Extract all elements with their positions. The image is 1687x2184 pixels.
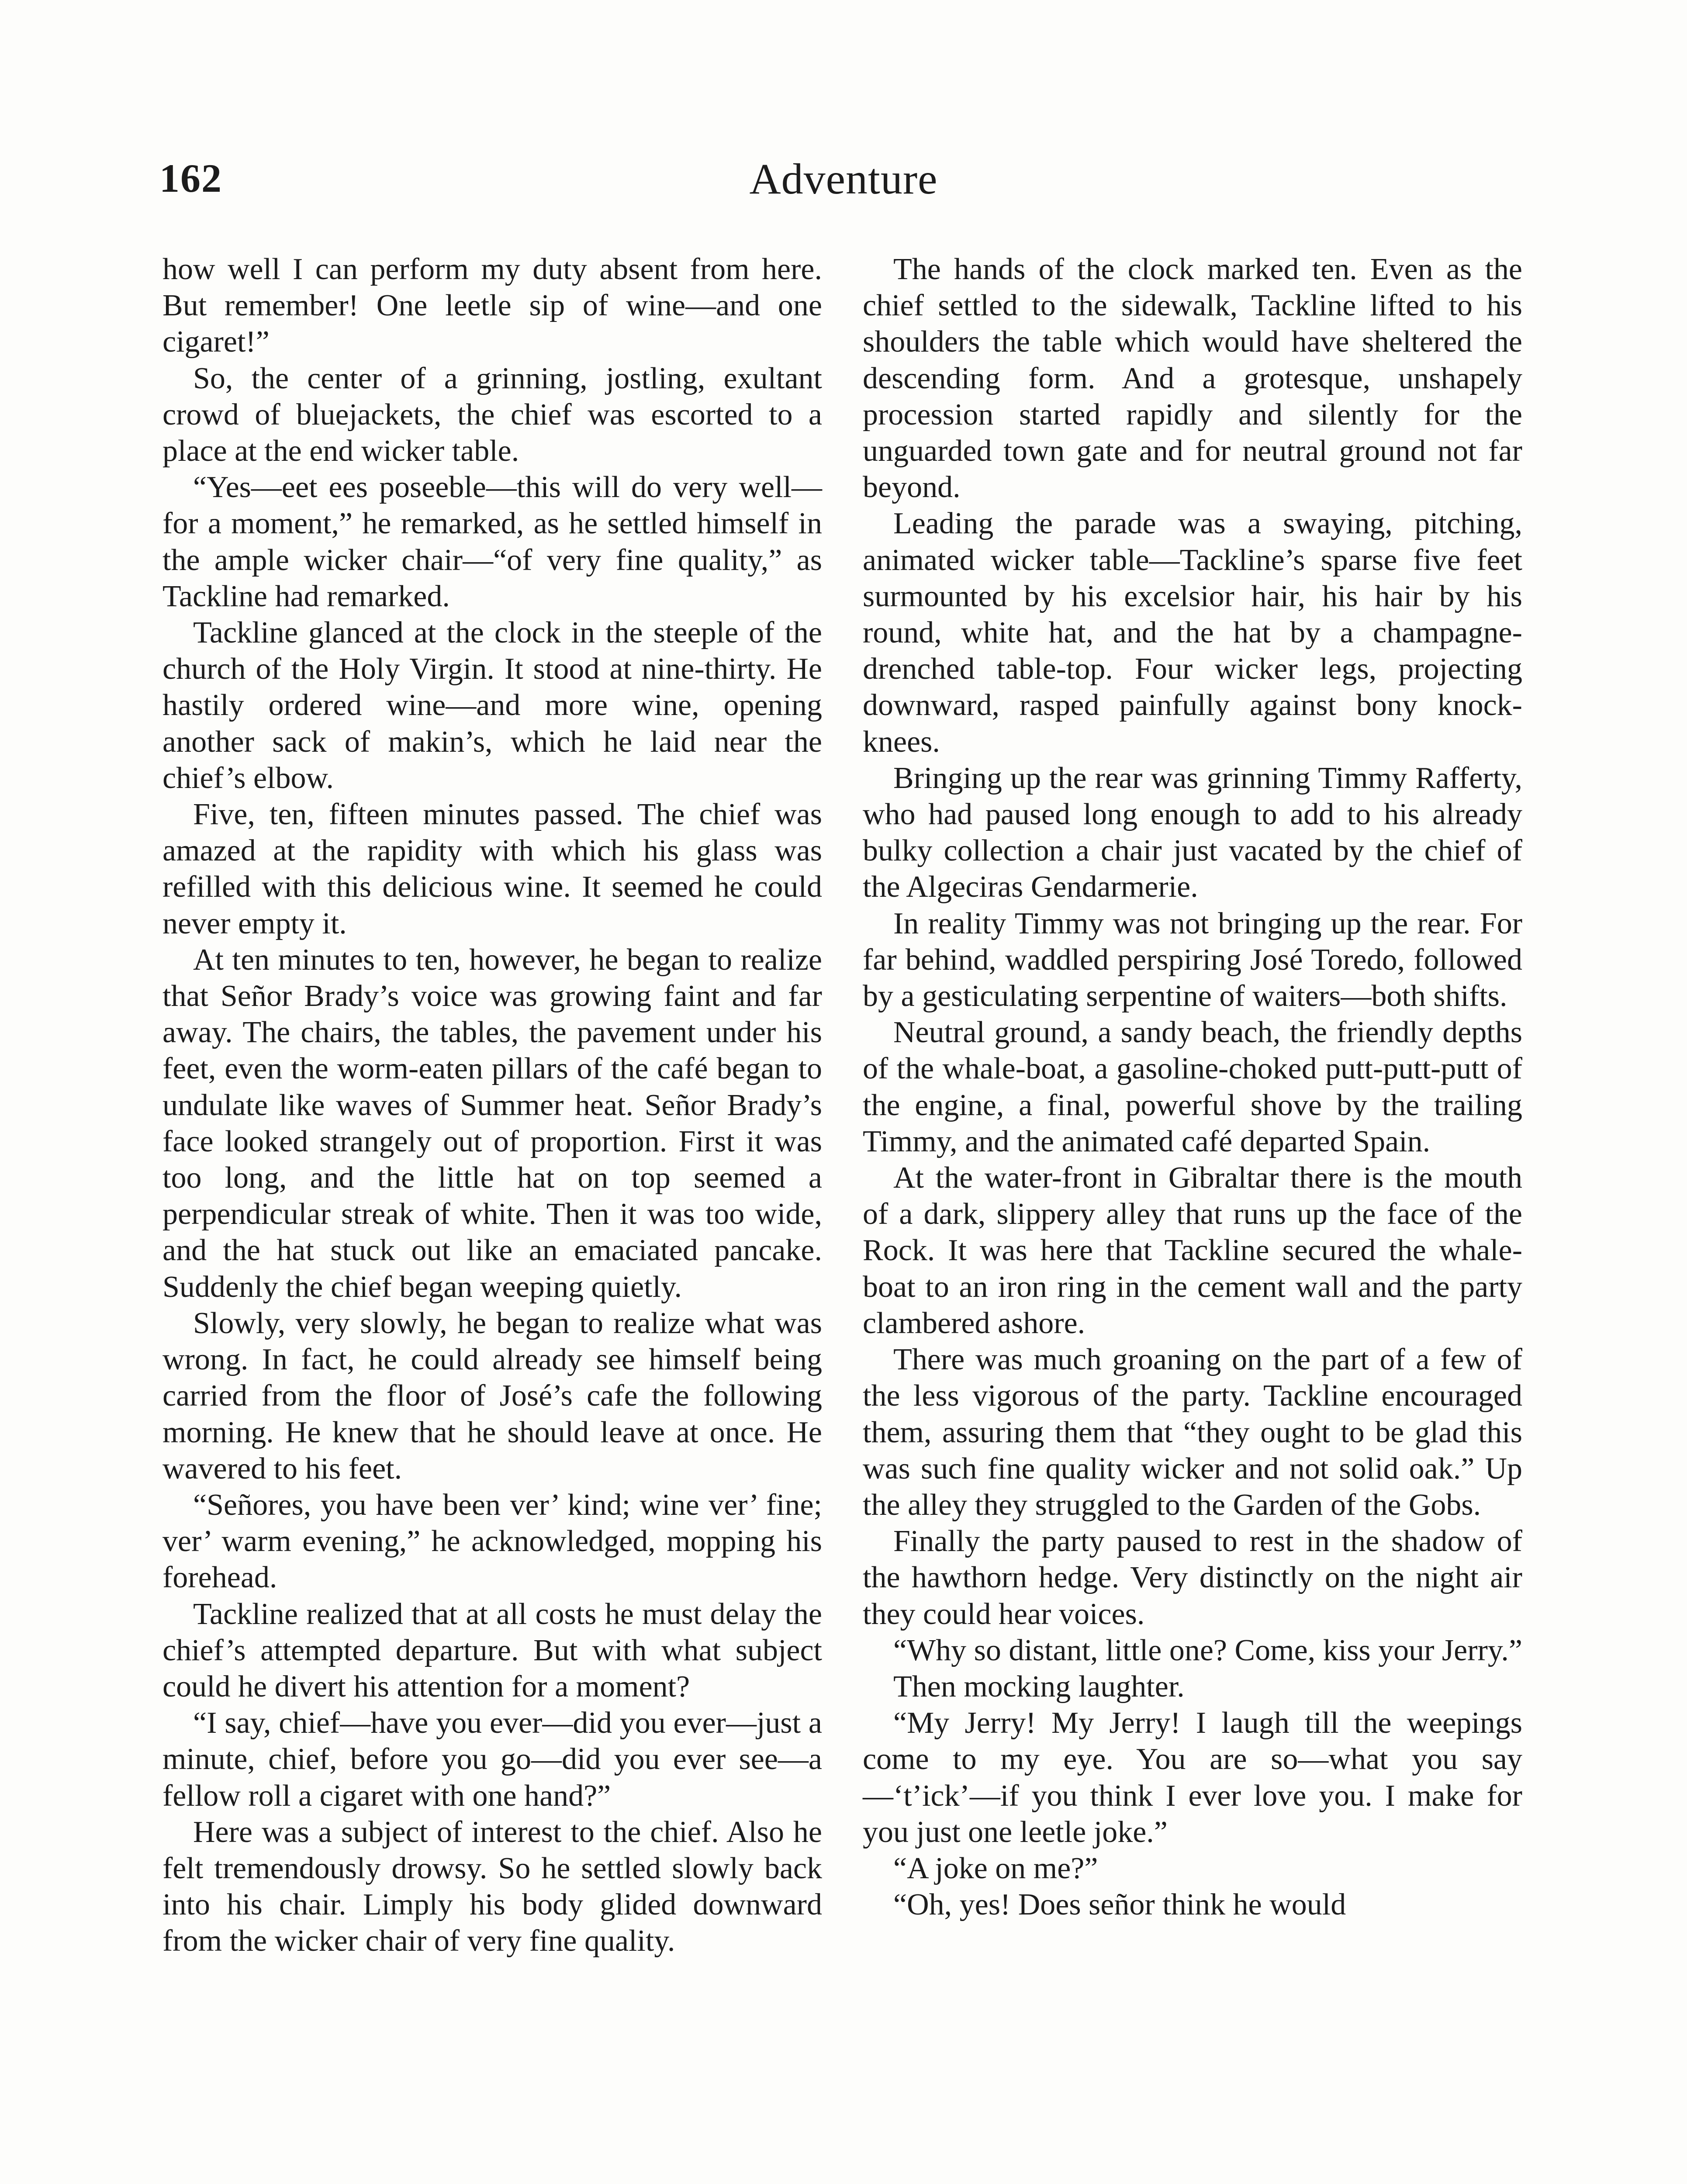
paragraph: “A joke on me?” (893, 1851, 1098, 1885)
paragraph: “Señores, you have been ver’ kind; wine ver’ fine; ver’ warm evening,” he acknowledged, mopping his forehead. (162, 1488, 822, 1595)
paragraph: Leading the parade was a swaying, pitching, animated wicker table—Tackline’s sparse five feet surmounted by his excelsior hair, his hair by his round, white hat, and the hat by a champagne-drenched table-top. Four wicker legs, projecting downward, rasped painfully against bony knock-knees. (863, 507, 1522, 759)
paragraph: “I say, chief—have you ever—did you ever—just a minute, chief, before you go—did you ever see—a fellow roll a cigaret with one hand?” (162, 1706, 822, 1813)
paragraph: how well I can perform my duty absent from here. But remember! One leetle sip of wine—and one cigaret!” (162, 252, 822, 359)
paragraph: In reality Timmy was not bringing up the rear. For far behind, waddled perspiring José Toredo, followed by a gesticulating serpentine of waiters—both shifts. (863, 906, 1522, 1013)
paragraph: “Oh, yes! Does señor think he would (893, 1888, 1346, 1922)
paragraph: Five, ten, fifteen minutes passed. The chief was amazed at the rapidity with which his glass was refilled with this delicious wine. It seemed he could never empty it. (162, 798, 822, 940)
paragraph: Bringing up the rear was grinning Timmy Rafferty, who had paused long enough to add to his already bulky collection a chair just vacated by the chief of the Algeciras Gendarmerie. (863, 761, 1522, 904)
paragraph: So, the center of a grinning, jostling, exultant crowd of bluejackets, the chief was escorted to a place at the end wicker table. (162, 361, 822, 468)
paragraph: Here was a subject of interest to the chief. Also he felt tremendously drowsy. So he settled slowly back into his chair. Limply his body glided downward from the wicker chair of very fine quality. (162, 1815, 822, 1958)
paragraph: Tackline realized that at all costs he must delay the chief’s attempted departure. But with what subject could he divert his attention for a moment? (162, 1597, 822, 1704)
paragraph: Then mocking laughter. (893, 1669, 1185, 1704)
page-number: 162 (159, 156, 222, 200)
paragraph: “My Jerry! My Jerry! I laugh till the weepings come to my eye. You are so—what you say—‘t’ick’—if you think I ever love you. I make for you just one leetle joke.” (863, 1706, 1522, 1849)
paragraph: At the water-front in Gibraltar there is the mouth of a dark, slippery alley that runs up the face of the Rock. It was here that Tackline secured the whale-boat to an iron ring in the cement wall and the party clambered ashore. (863, 1161, 1522, 1340)
left-column (162, 251, 822, 1959)
paragraph: The hands of the clock marked ten. Even as the chief settled to the sidewalk, Tackline lifted to his shoulders the table which would have sheltered the descending form. And a grotesque, unshapely procession started rapidly and silently for the unguarded town gate and for neutral ground not far beyond. (863, 252, 1522, 505)
paragraph: “Why so distant, little one? Come, kiss your Jerry.” (893, 1633, 1522, 1667)
right-column (863, 251, 1522, 1923)
paragraph: Slowly, very slowly, he began to realize what was wrong. In fact, he could already see himself being carried from the floor of José’s cafe the following morning. He knew that he should leave at once. He wavered to his feet. (162, 1306, 822, 1486)
running-head: Adventure (749, 155, 938, 203)
paragraph: Neutral ground, a sandy beach, the friendly depths of the whale-boat, a gasoline-choked putt-putt-putt of the engine, a final, powerful shove by the trailing Timmy, and the animated café departed Spain. (863, 1016, 1522, 1158)
paragraph: At ten minutes to ten, however, he began to realize that Señor Brady’s voice was growing faint and far away. The chairs, the tables, the pavement under his feet, even the worm-eaten pillars of the café began to undulate like waves of Summer heat. Señor Brady’s face looked strangely out of proportion. First it was too long, and the little hat on top seemed a perpendicular streak of white. Then it was too wide, and the hat stuck out like an emaciated pancake. Suddenly the chief began weeping quietly. (162, 943, 822, 1304)
paragraph: There was much groaning on the part of a few of the less vigorous of the party. Tackline encouraged them, assuring them that “they ought to be glad this was such fine quality wicker and not solid oak.” Up the alley they struggled to the Garden of the Gobs. (863, 1343, 1522, 1522)
paragraph: Tackline glanced at the clock in the steeple of the church of the Holy Virgin. It stood at nine-thirty. He hastily ordered wine—and more wine, opening another sack of makin’s, which he laid near the chief’s elbow. (162, 616, 822, 795)
paragraph: “Yes—eet ees poseeble—this will do very well—for a moment,” he remarked, as he settled himself in the ample wicker chair—“of very fine quality,” as Tackline had remarked. (162, 470, 822, 613)
paragraph: Finally the party paused to rest in the shadow of the hawthorn hedge. Very distinctly on the night air they could hear voices. (863, 1524, 1522, 1631)
